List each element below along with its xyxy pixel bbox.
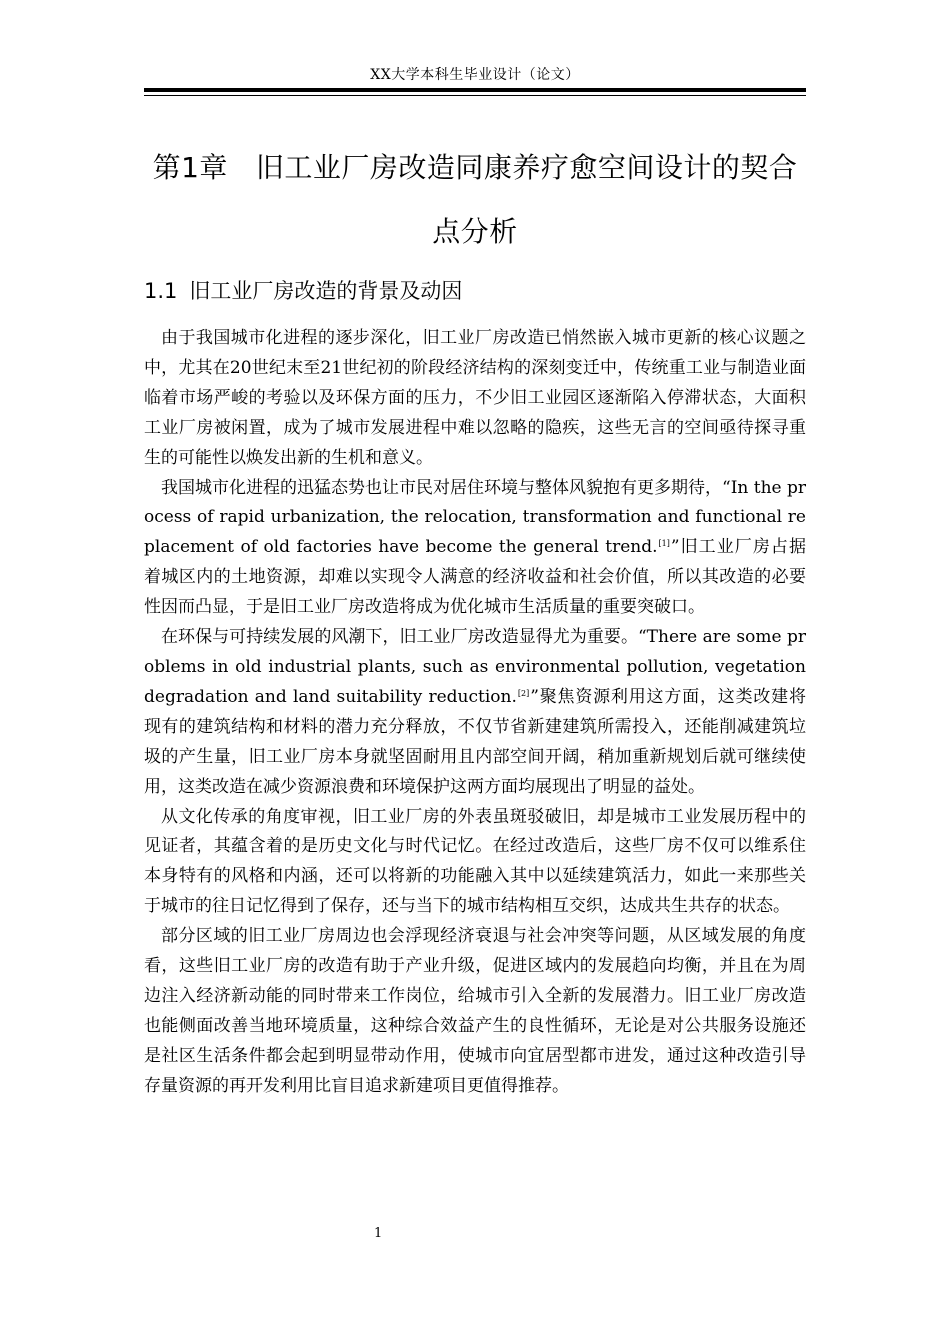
- citation-1: [1]: [658, 539, 670, 549]
- running-header: XX大学本科生毕业设计（论文）: [370, 67, 580, 83]
- chapter-title-text: 旧工业厂房改造同康养疗愈空间设计的契合: [255, 151, 798, 184]
- body-text: [144, 324, 806, 1102]
- paragraph-3-part-a: 在环保与可持续发展的风潮下，旧工业厂房改造显得尤为重要。“There are some problems in old industrial plants, such as environmental pollution, vegetation degradation and land suitability reduction.: [144, 627, 806, 707]
- paragraph-3: [144, 623, 806, 802]
- paragraph-2: [144, 474, 806, 624]
- paragraph-3-part-b: ”聚焦资源利用这方面，这类改建将现有的建筑结构和材料的潜力充分释放，不仅节省新建建筑所需投入，还能削减建筑垃圾的产生量，旧工业厂房本身就坚固耐用且内部空间开阔，稍加重新规划后就可继续使用，这类改造在减少资源浪费和环境保护这两方面均展现出了明显的益处。: [144, 686, 806, 797]
- header-rule-thick: [144, 88, 806, 92]
- citation-2: [2]: [517, 688, 530, 698]
- chapter-title-line1: [144, 136, 806, 200]
- paragraph-4: 从文化传承的角度审视，旧工业厂房的外表虽斑驳破旧，却是城市工业发展历程中的见证者，其蕴含着的是历史文化与时代记忆。在经过改造后，这些厂房不仅可以维系住本身特有的风格和内涵，还可以将新的功能融入其中以延续建筑活力，如此一来那些关于城市的往日记忆得到了保存，还与当下的城市结构相互交织，达成共生共存的状态。: [144, 806, 806, 917]
- paragraph-5: 部分区域的旧工业厂房周边也会浮现经济衰退与社会冲突等问题，从区域发展的角度看，这些旧工业厂房的改造有助于产业升级，促进区域内的发展趋向均衡，并且在为周边注入经济新动能的同时带来工作岗位，给城市引入全新的发展潜力。旧工业厂房改造也能侧面改善当地环境质量，这种综合效益产生的良性循环，无论是对公共服务设施还是社区生活条件都会起到明显带动作用，使城市向宜居型都市进发，通过这种改造引导存量资源的再开发利用比盲目追求新建项目更值得推荐。: [144, 926, 806, 1096]
- paragraph-2-part-b: ”旧工业厂房占据着城区内的土地资源，却难以实现令人满意的经济收益和社会价值，所以其改造的必要性因而凸显，于是旧工业厂房改造将成为优化城市生活质量的重要突破口。: [144, 537, 806, 618]
- section-number: 1.1: [144, 279, 178, 303]
- page-number: 1: [374, 1226, 383, 1241]
- section-title-text: 旧工业厂房改造的背景及动因: [189, 279, 463, 303]
- chapter-title: [144, 136, 806, 264]
- paragraph-2-part-a: 我国城市化进程的迅猛态势也让市民对居住环境与整体风貌抱有更多期待，“In the process of rapid urbanization, the relocation, transformation and functional replacement of old factories have become the general trend.: [144, 477, 807, 558]
- header-rule-thin: [144, 95, 806, 96]
- chapter-number: 第1章: [152, 151, 228, 184]
- paragraph-1: 由于我国城市化进程的逐步深化，旧工业厂房改造已悄然嵌入城市更新的核心议题之中，尤其在20世纪末至21世纪初的阶段经济结构的深刻变迁中，传统重工业与制造业面临着市场严峻的考验以及环保方面的压力，不少旧工业园区逐渐陷入停滞状态，大面积工业厂房被闲置，成为了城市发展进程中难以忽略的隐疾，这些无言的空间亟待探寻重生的可能性以焕发出新的生机和意义。: [144, 328, 806, 468]
- chapter-title-line2: 点分析: [432, 215, 518, 248]
- section-heading: [144, 276, 462, 306]
